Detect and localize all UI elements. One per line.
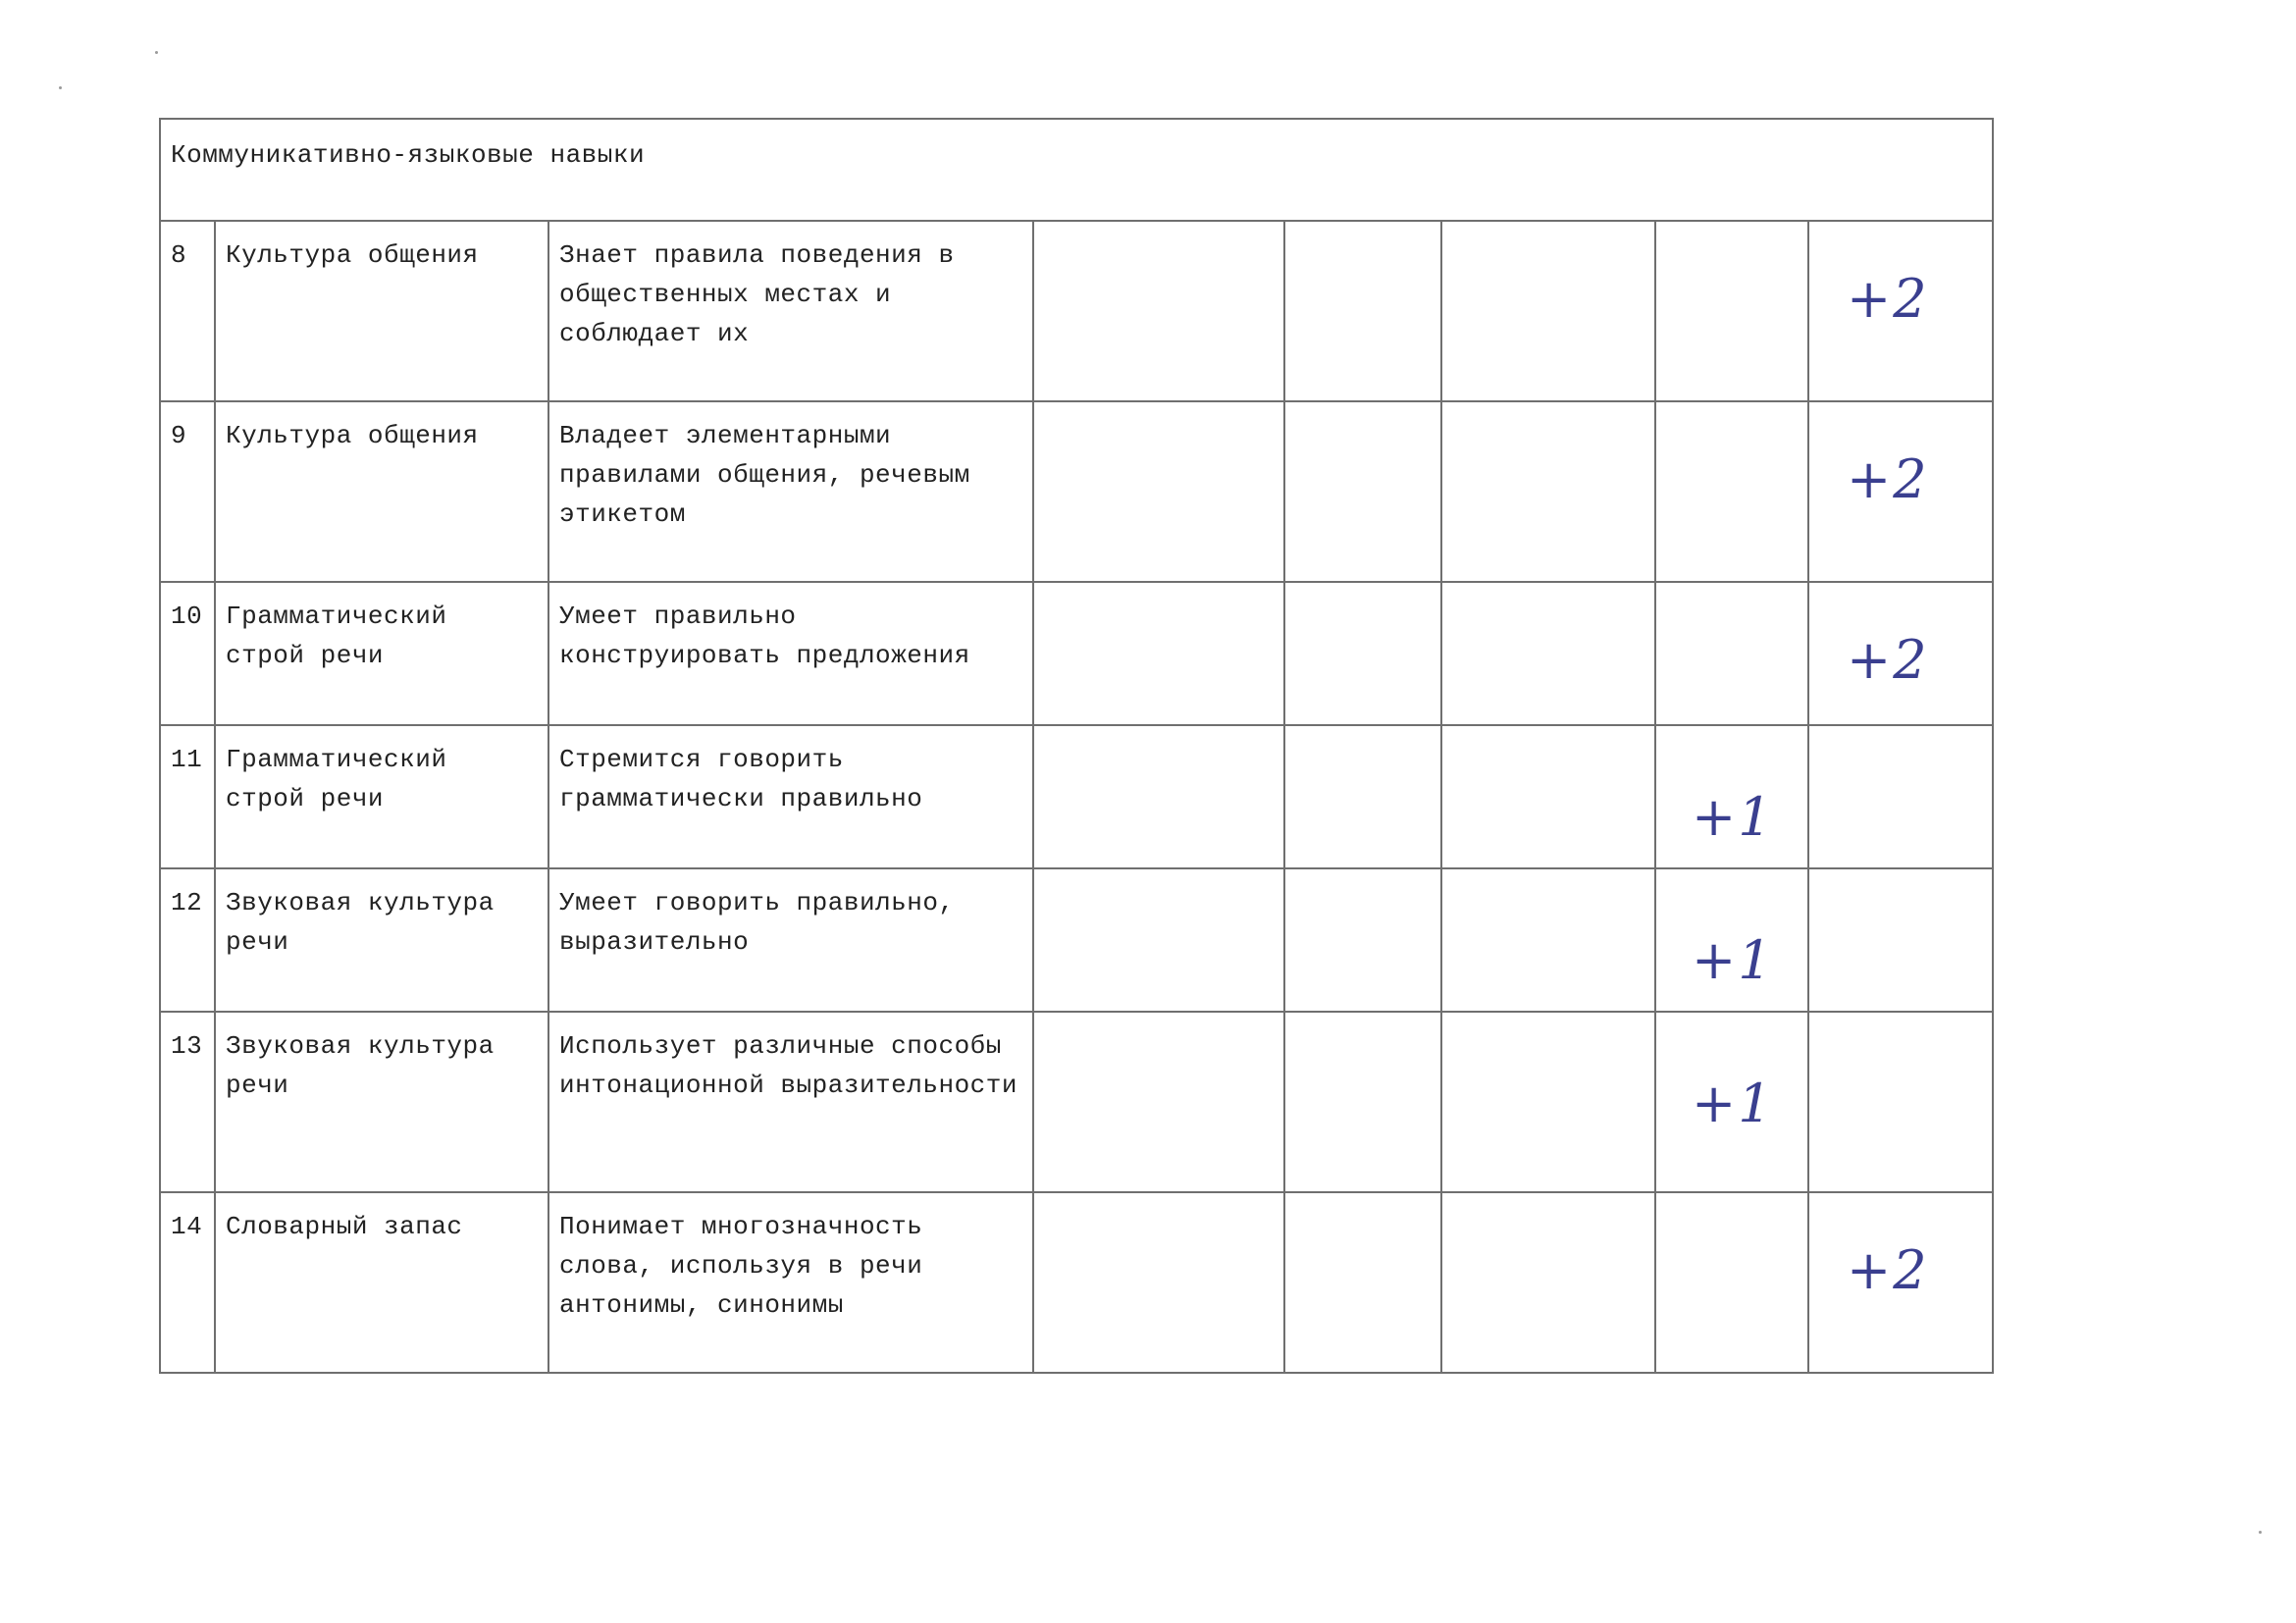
table-row [160,725,1993,868]
criterion-text: Знает правила поведения в общественных местах и соблюдает их [548,221,1033,401]
table-row [160,868,1993,1012]
criterion-text: Использует различные способы интонационной выразительности [548,1012,1033,1192]
row-number: 13 [160,1012,215,1192]
score-cell-col-7 [1655,401,1808,582]
score-cell-col-6 [1441,582,1655,725]
score-cell-col-5 [1284,582,1441,725]
score-cell-col-8 [1808,725,1993,868]
handwritten-score: +2 [1847,629,1929,691]
score-cell-col-4 [1033,221,1284,401]
table-row [160,1012,1993,1192]
criterion-text: Понимает многозначность слова, используя в речи антонимы, синонимы [548,1192,1033,1373]
score-cell-col-6 [1441,401,1655,582]
row-number: 14 [160,1192,215,1373]
skill-area: Звуковая культура речи [215,868,548,1012]
score-cell-col-8 [1808,221,1993,401]
score-cell-col-4 [1033,401,1284,582]
row-number: 8 [160,221,215,401]
handwritten-score: +1 [1692,929,1774,991]
criterion-text: Стремится говорить грамматически правильно [548,725,1033,868]
row-number: 10 [160,582,215,725]
score-cell-col-4 [1033,1192,1284,1373]
score-cell-col-8 [1808,1192,1993,1373]
score-cell-col-4 [1033,582,1284,725]
score-cell-col-7 [1655,725,1808,868]
score-cell-col-5 [1284,1192,1441,1373]
score-cell-col-5 [1284,221,1441,401]
row-number: 12 [160,868,215,1012]
table-row [160,1192,1993,1373]
section-header-row [160,119,1993,221]
row-number: 11 [160,725,215,868]
row-number: 9 [160,401,215,582]
scan-speck [155,51,158,54]
score-cell-col-4 [1033,725,1284,868]
skill-area: Словарный запас [215,1192,548,1373]
score-cell-col-6 [1441,725,1655,868]
criterion-text: Умеет правильно конструировать предложения [548,582,1033,725]
handwritten-score: +1 [1692,786,1774,848]
skill-area: Культура общения [215,401,548,582]
score-cell-col-5 [1284,868,1441,1012]
score-cell-col-5 [1284,1012,1441,1192]
skill-area: Культура общения [215,221,548,401]
score-cell-col-6 [1441,1192,1655,1373]
section-title: Коммуникативно-языковые навыки [160,119,1993,221]
score-cell-col-7 [1655,1012,1808,1192]
score-cell-col-8 [1808,582,1993,725]
score-cell-col-7 [1655,582,1808,725]
skill-area: Грамматический строй речи [215,582,548,725]
handwritten-score: +2 [1847,268,1929,330]
handwritten-score: +1 [1692,1073,1774,1134]
table-row [160,401,1993,582]
score-cell-col-7 [1655,1192,1808,1373]
table-row [160,221,1993,401]
score-cell-col-5 [1284,401,1441,582]
scan-speck [59,86,62,89]
score-cell-col-7 [1655,221,1808,401]
handwritten-score: +2 [1847,1239,1929,1301]
score-cell-col-6 [1441,868,1655,1012]
skill-area: Звуковая культура речи [215,1012,548,1192]
score-cell-col-6 [1441,1012,1655,1192]
handwritten-score: +2 [1847,448,1929,510]
score-cell-col-8 [1808,868,1993,1012]
skill-area: Грамматический строй речи [215,725,548,868]
criterion-text: Умеет говорить правильно, выразительно [548,868,1033,1012]
score-cell-col-5 [1284,725,1441,868]
table-row [160,582,1993,725]
score-cell-col-7 [1655,868,1808,1012]
criterion-text: Владеет элементарными правилами общения, речевым этикетом [548,401,1033,582]
assessment-table [159,118,1994,1374]
score-cell-col-4 [1033,868,1284,1012]
score-cell-col-8 [1808,401,1993,582]
scan-speck [2259,1531,2262,1534]
score-cell-col-6 [1441,221,1655,401]
score-cell-col-4 [1033,1012,1284,1192]
score-cell-col-8 [1808,1012,1993,1192]
